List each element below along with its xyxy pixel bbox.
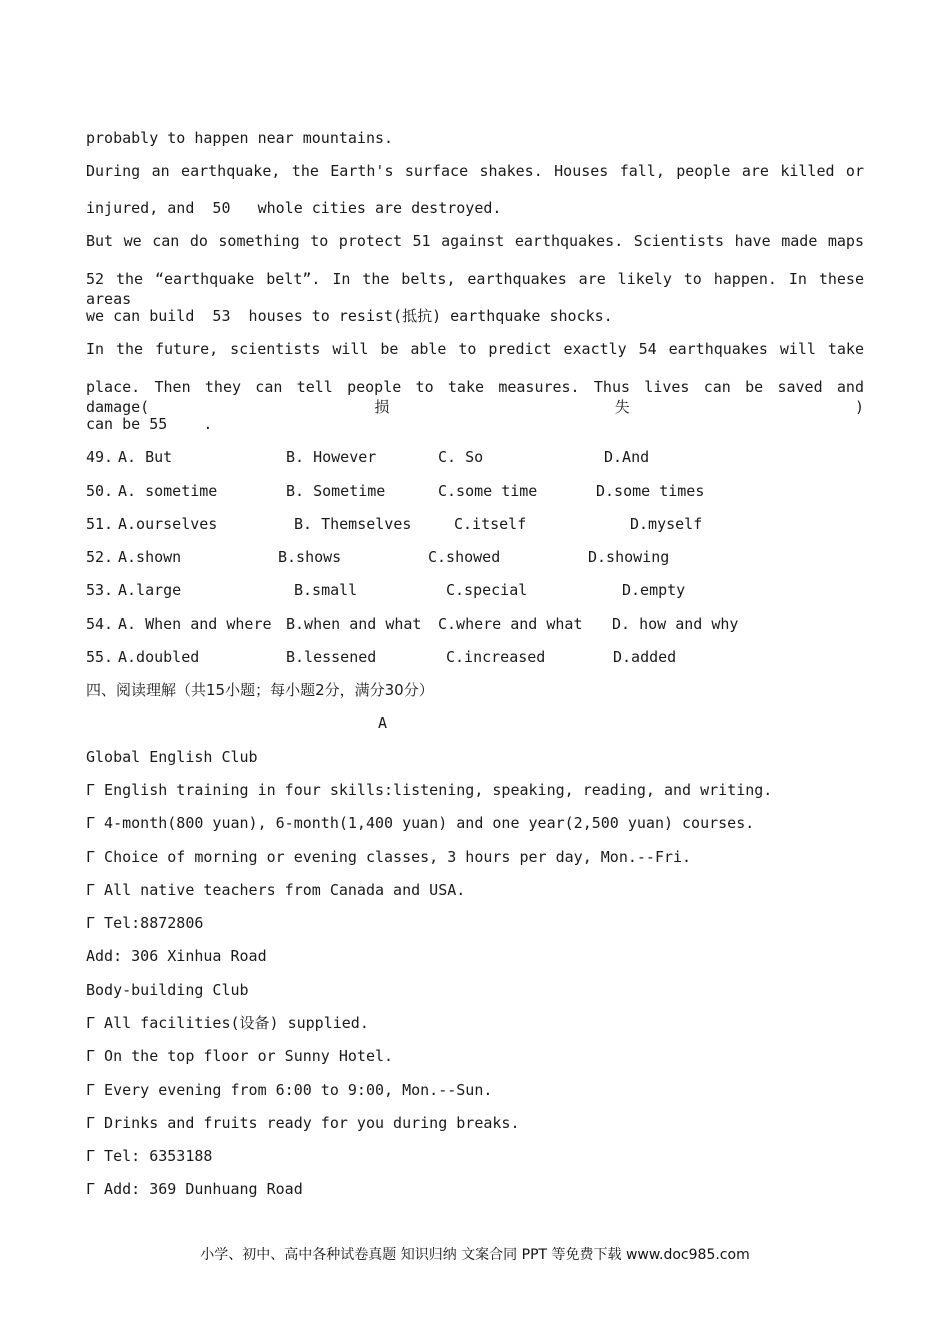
option-b: B. Sometime — [286, 482, 386, 500]
option-a: A.ourselves — [118, 515, 218, 533]
club-bullet: Γ Tel: 6353188 — [86, 1147, 213, 1165]
club-bullet: Γ Tel:8872806 — [86, 914, 204, 932]
question-number: 52. — [86, 548, 114, 566]
option-a: A.large — [118, 581, 182, 599]
club-bullet: Γ Drinks and fruits ready for you during breaks. — [86, 1114, 520, 1132]
option-b: B.when and what — [286, 615, 422, 633]
question-number: 51. — [86, 515, 114, 533]
option-d: D.empty — [622, 581, 686, 599]
footer-banner: 小学、初中、高中各种试卷真题 知识归纳 文案合同 PPT 等免费下载 www.doc985.com — [200, 1247, 750, 1263]
option-c: C.where and what — [438, 615, 583, 633]
option-a: A. sometime — [118, 482, 218, 500]
club-bullet: Γ All facilities(设备) supplied. — [86, 1014, 369, 1032]
option-d: D.added — [613, 648, 677, 666]
passage-line: can be 55 . — [86, 415, 213, 433]
passage-line: we can build 53 houses to resist(抵抗) earthquake shocks. — [86, 307, 613, 325]
option-d: D.some times — [596, 482, 705, 500]
option-d: D.myself — [630, 515, 703, 533]
passage-line: But we can do something to protect 51 against earthquakes. Scientists have made maps — [86, 232, 864, 250]
option-a: A. But — [118, 448, 173, 466]
option-b: B.small — [294, 581, 358, 599]
section-heading: 四、阅读理解（共15小题；每小题2分，满分30分） — [86, 681, 434, 699]
passage-line: In the future, scientists will be able to predict exactly 54 earthquakes will take — [86, 340, 864, 358]
option-c: C.itself — [454, 515, 527, 533]
club-bullet: Γ 4-month(800 yuan), 6-month(1,400 yuan) and one year(2,500 yuan) courses. — [86, 814, 755, 832]
option-a: A.shown — [118, 548, 182, 566]
club-bullet: Γ Choice of morning or evening classes, 3 hours per day, Mon.--Fri. — [86, 848, 692, 866]
club-bullet: Γ All native teachers from Canada and USA. — [86, 881, 466, 899]
option-d: D.showing — [588, 548, 670, 566]
question-number: 53. — [86, 581, 114, 599]
option-b: B.lessened — [286, 648, 377, 666]
option-d: D. how and why — [612, 615, 739, 633]
club-bullet: Γ Add: 369 Dunhuang Road — [86, 1180, 303, 1198]
option-b: B. Themselves — [294, 515, 412, 533]
passage-line: 52 the “earthquake belt”. In the belts, earthquakes are likely to happen. In these areas — [86, 270, 864, 308]
option-d: D.And — [604, 448, 650, 466]
question-number: 54. — [86, 615, 114, 633]
club-bullet: Γ Every evening from 6:00 to 9:00, Mon.--Sun. — [86, 1081, 493, 1099]
option-b: B.shows — [278, 548, 342, 566]
club-name: Global English Club — [86, 748, 258, 766]
passage-line: During an earthquake, the Earth's surface shakes. Houses fall, people are killed or — [86, 162, 864, 180]
option-c: C.special — [446, 581, 528, 599]
passage-line: probably to happen near mountains. — [86, 129, 394, 147]
part-label: A — [378, 714, 388, 732]
question-number: 55. — [86, 648, 114, 666]
option-a: A.doubled — [118, 648, 200, 666]
club-bullet: Γ On the top floor or Sunny Hotel. — [86, 1047, 394, 1065]
option-c: C.showed — [428, 548, 501, 566]
option-c: C. So — [438, 448, 484, 466]
question-number: 49. — [86, 448, 114, 466]
club-bullet: Γ English training in four skills:listening, speaking, reading, and writing. — [86, 781, 773, 799]
option-a: A. When and where — [118, 615, 272, 633]
option-c: C.some time — [438, 482, 538, 500]
option-c: C.increased — [446, 648, 546, 666]
question-number: 50. — [86, 482, 114, 500]
club-name: Body-building Club — [86, 981, 249, 999]
passage-line: injured, and 50 whole cities are destroyed. — [86, 199, 502, 217]
passage-line: place. Then they can tell people to take measures. Thus lives can be saved and damage(损失) — [86, 378, 864, 416]
option-b: B. However — [286, 448, 377, 466]
club-address: Add: 306 Xinhua Road — [86, 947, 267, 965]
